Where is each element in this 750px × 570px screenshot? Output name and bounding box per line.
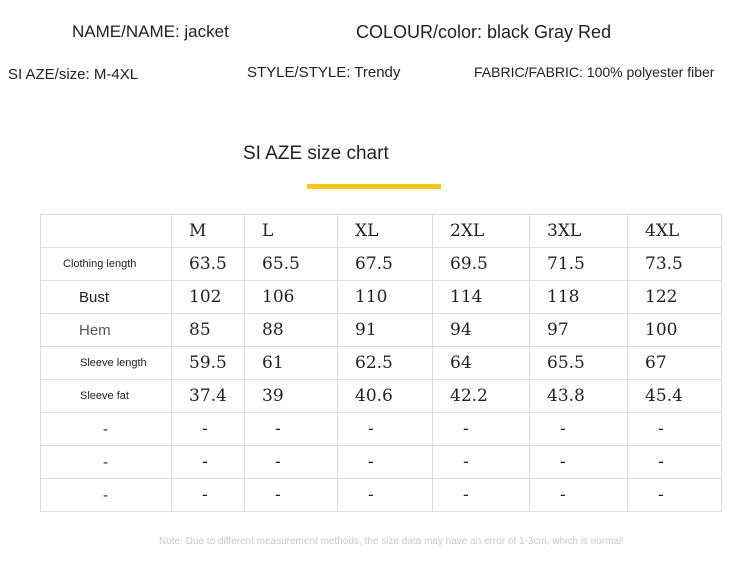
row-label: - xyxy=(41,446,172,479)
table-cell: 59.5 xyxy=(172,347,245,380)
table-cell: - xyxy=(245,479,338,512)
table-row xyxy=(41,446,722,479)
header-cell-m: M xyxy=(172,215,245,248)
table-row xyxy=(41,413,722,446)
table-cell: 39 xyxy=(245,380,338,413)
table-cell: - xyxy=(530,413,628,446)
table-cell: - xyxy=(172,479,245,512)
table-cell: 43.8 xyxy=(530,380,628,413)
product-style: STYLE/STYLE: Trendy xyxy=(247,64,401,81)
row-label: Bust xyxy=(41,281,172,314)
table-cell: 97 xyxy=(530,314,628,347)
table-cell: - xyxy=(530,479,628,512)
table-cell: 114 xyxy=(433,281,530,314)
table-cell: 69.5 xyxy=(433,248,530,281)
table-cell: 61 xyxy=(245,347,338,380)
header-cell-xl: XL xyxy=(338,215,433,248)
table-cell: 110 xyxy=(338,281,433,314)
table-cell: 42.2 xyxy=(433,380,530,413)
table-cell: 91 xyxy=(338,314,433,347)
table-cell: - xyxy=(628,413,722,446)
size-chart-table xyxy=(40,214,722,512)
header-cell-3xl: 3XL xyxy=(530,215,628,248)
measurement-note: Note: Due to different measurement methods, the size data may have an error of 1-3cm, which is normal! xyxy=(159,536,625,547)
table-cell: 63.5 xyxy=(172,248,245,281)
table-cell: - xyxy=(338,446,433,479)
table-cell: 65.5 xyxy=(245,248,338,281)
table-cell: 118 xyxy=(530,281,628,314)
table-cell: 88 xyxy=(245,314,338,347)
table-cell: 100 xyxy=(628,314,722,347)
product-colour: COLOUR/color: black Gray Red xyxy=(356,22,612,42)
table-cell: 62.5 xyxy=(338,347,433,380)
table-cell: 40.6 xyxy=(338,380,433,413)
table-cell: 71.5 xyxy=(530,248,628,281)
table-row xyxy=(41,380,722,413)
row-label: - xyxy=(41,413,172,446)
table-cell: 67.5 xyxy=(338,248,433,281)
header-cell-2xl: 2XL xyxy=(433,215,530,248)
table-cell: 106 xyxy=(245,281,338,314)
product-size-range: SI AZE/size: M-4XL xyxy=(8,66,139,83)
row-label: Clothing length xyxy=(41,248,172,281)
table-cell: 94 xyxy=(433,314,530,347)
table-row xyxy=(41,281,722,314)
table-cell: - xyxy=(530,446,628,479)
table-row xyxy=(41,248,722,281)
table-cell: - xyxy=(628,479,722,512)
table-cell: 67 xyxy=(628,347,722,380)
table-cell: - xyxy=(433,446,530,479)
product-name: NAME/NAME: jacket xyxy=(72,22,229,41)
table-row xyxy=(41,479,722,512)
table-row xyxy=(41,314,722,347)
table-cell: 122 xyxy=(628,281,722,314)
table-cell: 65.5 xyxy=(530,347,628,380)
row-label: Sleeve length xyxy=(41,347,172,380)
table-cell: - xyxy=(245,446,338,479)
size-chart-title: SI AZE size chart xyxy=(243,143,389,164)
table-cell: 73.5 xyxy=(628,248,722,281)
table-header-row xyxy=(41,215,722,248)
row-label: - xyxy=(41,479,172,512)
table-cell: - xyxy=(628,446,722,479)
table-cell: 102 xyxy=(172,281,245,314)
table-cell: - xyxy=(338,413,433,446)
table-row xyxy=(41,347,722,380)
table-cell: - xyxy=(172,446,245,479)
header-cell xyxy=(41,215,172,248)
table-cell: - xyxy=(433,479,530,512)
table-cell: - xyxy=(433,413,530,446)
table-cell: - xyxy=(245,413,338,446)
table-cell: - xyxy=(338,479,433,512)
table-cell: 45.4 xyxy=(628,380,722,413)
product-fabric: FABRIC/FABRIC: 100% polyester fiber xyxy=(474,64,715,80)
table-cell: 64 xyxy=(433,347,530,380)
table-cell: - xyxy=(172,413,245,446)
header-cell-4xl: 4XL xyxy=(628,215,722,248)
row-label: Hem xyxy=(41,314,172,347)
header-cell-l: L xyxy=(245,215,338,248)
row-label: Sleeve fat xyxy=(41,380,172,413)
title-underline-accent xyxy=(307,184,441,189)
table-cell: 37.4 xyxy=(172,380,245,413)
table-cell: 85 xyxy=(172,314,245,347)
